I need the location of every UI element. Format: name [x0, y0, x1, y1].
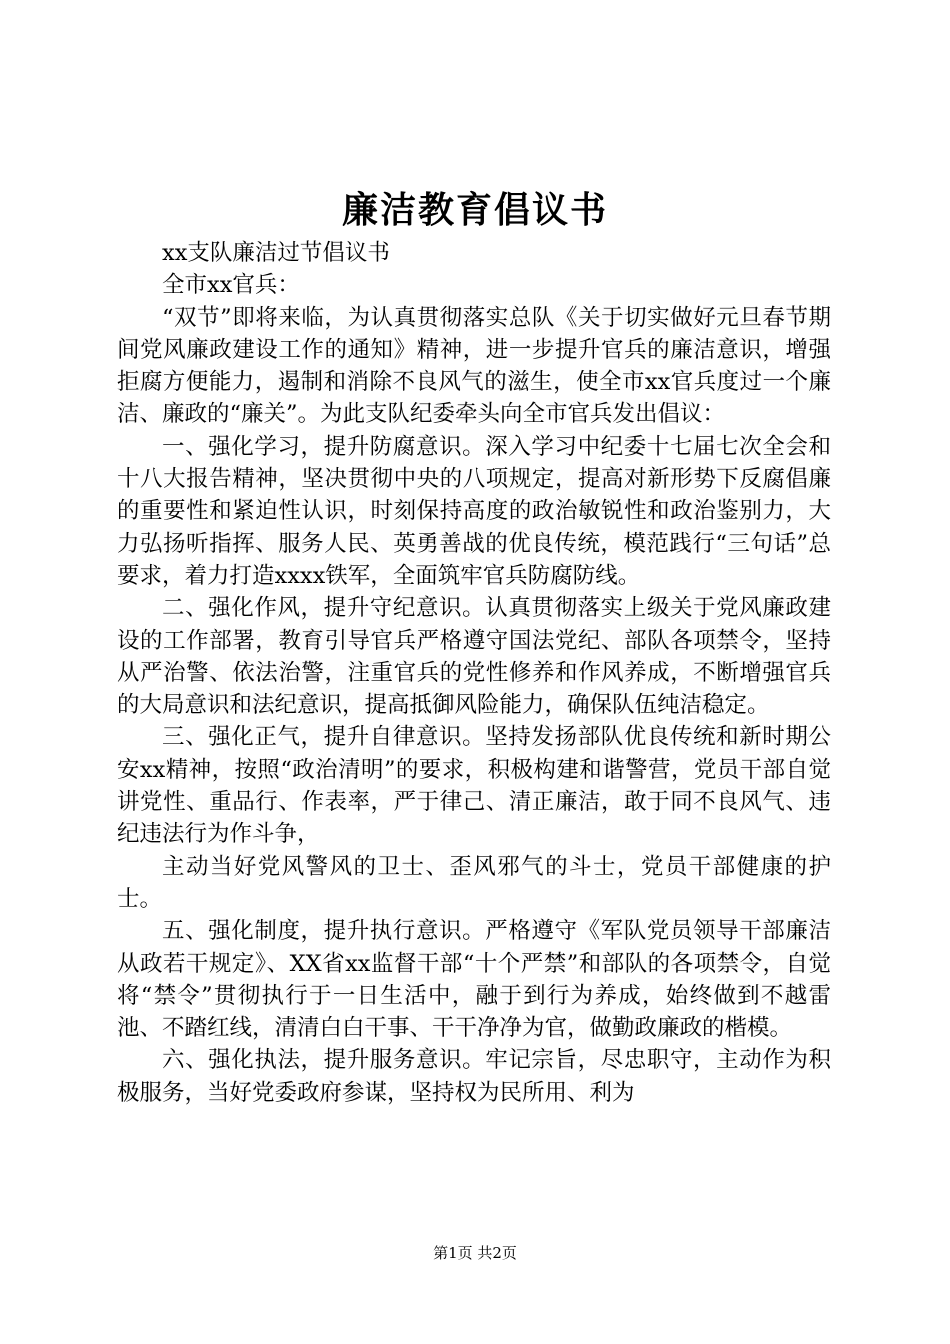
- paragraph: 一、强化学习，提升防腐意识。深入学习中纪委十七届七次全会和十八大报告精神，坚决贯彻中央的八项规定，提高对新形势下反腐倡廉的重要性和紧迫性认识，时刻保持高度的政治敏锐性和政治鉴别力，大力弘扬听指挥、服务人民、英勇善战的优良传统，模范践行“三句话”总要求，着力打造xxxx铁军，全面筑牢官兵防腐防线。: [117, 433, 831, 589]
- paragraph: “双节”即将来临，为认真贯彻落实总队《关于切实做好元旦春节期间党风廉政建设工作的通知》精神，进一步提升官兵的廉洁意识，增强拒腐方便能力，遏制和消除不良风气的滋生，使全市xx官兵度过一个廉洁、廉政的“廉关”。为此支队纪委牵头向全市官兵发出倡议：: [117, 304, 831, 428]
- paragraph: 二、强化作风，提升守纪意识。认真贯彻落实上级关于党风廉政建设的工作部署，教育引导官兵严格遵守国法党纪、部队各项禁令，坚持从严治警、依法治警，注重官兵的党性修养和作风养成，不断增强官兵的大局意识和法纪意识，提高抵御风险能力，确保队伍纯洁稳定。: [117, 595, 831, 719]
- document-title: 廉洁教育倡议书: [341, 189, 608, 231]
- paragraph: 三、强化正气，提升自律意识。坚持发扬部队优良传统和新时期公安xx精神，按照“政治清明”的要求，积极构建和谐警营，党员干部自觉讲党性、重品行、作表率，严于律己、清正廉洁，敢于同不良风气、违纪违法行为作斗争，: [117, 724, 831, 848]
- subtitle-line: xx支队廉洁过节倡议书: [162, 240, 390, 266]
- document-body: [117, 237, 831, 1109]
- salutation: 全市xx官兵：: [162, 272, 300, 299]
- paragraph: 主动当好党风警风的卫士、歪风邪气的斗士，党员干部健康的护士。: [117, 853, 831, 912]
- paragraph: 五、强化制度，提升执行意识。严格遵守《军队党员领导干部廉洁从政若干规定》、XX省xx监督干部“十个严禁”和部队的各项禁令，自觉将“禁令”贯彻执行于一日生活中，融于到行为养成，始终做到不越雷池、不踏红线，清清白白干事、干干净净为官，做勤政廉政的楷模。: [117, 918, 831, 1042]
- page-number: 第1页 共2页: [433, 1244, 517, 1262]
- paragraph: 六、强化执法，提升服务意识。牢记宗旨，尽忠职守，主动作为积极服务，当好党委政府参谋，坚持权为民所用、利为: [117, 1047, 831, 1106]
